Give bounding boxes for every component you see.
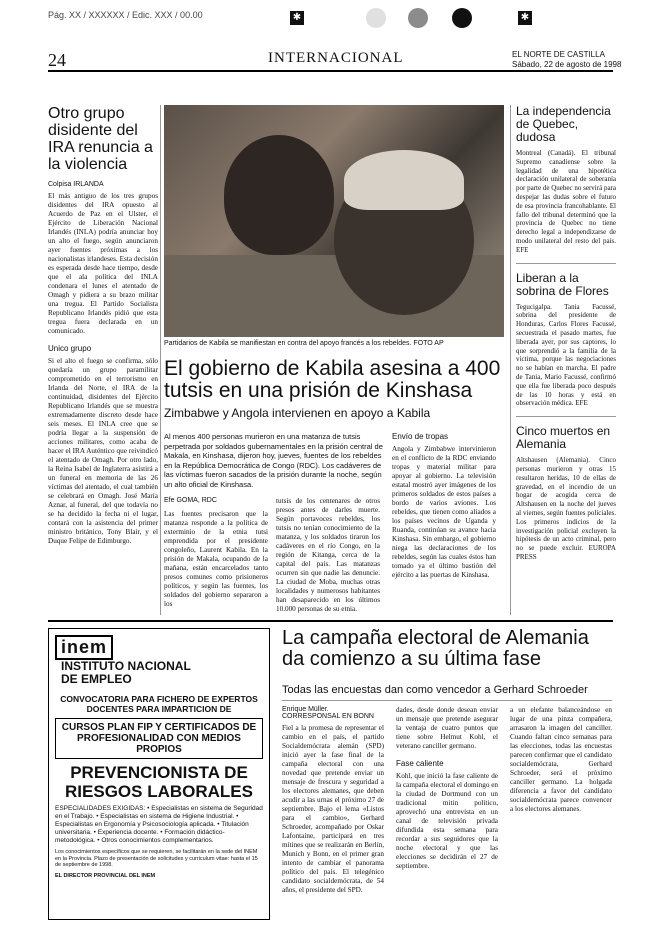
ira-body: El más antiguo de los tres grupos disidentes del IRA opuesto al Acuerdo de Paz en el Ulster, el Ejército de Liberación Nacional Irlandés (INLA) podría anunciar hoy un alto el fuego, según anunciaron ayer fuentes próximas a los nacionalistas irlandeses. Esta decisión es esperada desde hace tiempo, desde que el ala política del INLA condenara el lunes el atentado de Omagh y pidiera a su brazo militar una tregua. El Partido Socialista Republicano Irlandés pidió que esta tregua fuera declarada en un comunicado. [48,192,158,335]
ad-footer: EL DIRECTOR PROVINCIAL DEL INEM [55,872,156,879]
campaign-column-2 [396,706,498,871]
inem-advertisement [48,628,270,920]
section-title: INTERNACIONAL [268,50,404,66]
campaign-column-3 [510,706,612,814]
section-rule [48,620,613,622]
quebec-body: Montreal (Canadá). El tribunal Supremo canadiense sobre la legalidad de una hipotética declaración unilateral de soberanía por parte de Quebec no servirá para despejar las dudas sobre el futuro de esa provincia francohablante. El fallo del tribunal determinó que la provincia de Quebec no tiene derecho legal a independizarse de modo unilateral del resto del país. EFE [516,149,616,254]
campaign-col3-text: a un elefante balanceándose en lugar de una pinza compañera, arrasaron la imagen del canciller. Cuando faltan cinco semanas para las elecciones, todas las encuestas parecen confirmar que el candidato socialdemócrata, Gerhard Schroeder, será el próximo canciller germano. La holgada diferencia a favor del candidato socialdemócrata parece convencer a los electores alemanes. [510,706,612,813]
print-meta: Pág. XX / XXXXXX / Edic. XXX / 00.00 [48,10,203,20]
kabila-col3-subhead: Envío de tropas [392,432,449,441]
kabila-column-3 [392,432,496,580]
germany-deaths-body: Altshausen (Alemania). Cinco personas murieron y otras 15 resultaron heridas, 10 de ellas de gravedad, en el incendio de un hogar de acogida cerca de Altshausen en la noche del jueves al viernes, según fuentes policiales. Los primeros indicios de la investigación policial excluyen la hipótesis de un acto criminal, pero no se puede excluir. EUROPA PRESS [516,456,616,561]
paper-masthead [512,50,621,70]
page-number: 24 [48,50,66,70]
quebec-headline: La independencia de Quebec, dudosa [516,104,611,144]
brief-divider [516,416,616,417]
ad-specialties: ESPECIALIDADES EXIGIDAS: • Especialistas en sistema de Seguridad en el Trabajo. • Especialistas en sistema de Higiene Industrial. • Especialistas en Ergonomía y Psicosociología aplicada. • Titulación universitaria. • Experiencia docente. • Formación didáctico-metodológica. • Otros conocimientos complementarios. [55,805,263,844]
subhead-rule [282,700,612,701]
photo-man-figure [224,135,334,255]
photo-caption: Partidarios de Kabila se manifiestan en contra del apoyo francés a los rebeldes. FOTO AP [164,340,444,347]
kabila-col1-text: Las fuentes precisaron que la matanza responde a la política de exterminio de la etnia tutsi emprendida por el presidente congoleño, Laurent Kabila. En la prisión de Makala, ocupando de la mañana, están encarcelados tanto presos comunes como prisioneros políticos, y según las fuentes, los soldados del gobierno separaron a los [164,510,268,608]
campaign-column-1 [282,706,384,895]
campaign-col2b-text: Kohl, que inició la fase caliente de la campaña electoral el domingo en la ciudad de Dortmund con un tradicional mitin político, aprovechó una entrevista en un canal de televisión privada difundida esta semana para recordar a sus seguidores que la noche electoral y que las elecciones se decidirán el 27 de septiembre. [396,772,498,870]
inem-logo: inem [55,635,113,660]
ira-subhead: Unico grupo [48,344,92,353]
column-divider [160,105,161,615]
registration-mark-icon: ✱ [290,11,304,25]
paper-name: EL NORTE DE CASTILLA [512,50,605,59]
brief-divider [516,263,616,264]
right-briefs [516,105,616,562]
ira-byline: Colpisa IRLANDA [48,181,104,188]
inem-institute-name: INSTITUTO NACIONAL DE EMPLEO [61,659,191,686]
color-swatch-mid-icon [408,8,428,28]
kabila-byline: Efe GOMA, RDC [164,497,217,504]
ad-courses-box: CURSOS PLAN FIP Y CERTIFICADOS DE PROFESIONALIDAD CON MEDIOS PROPIOS [55,718,263,759]
flores-body: Tegucigalpa. Tania Facussé, sobrina del presidente de Honduras, Carlos Flores Facussé, secuestrada el pasado martes, fue liberada ayer, por sus captores, lo que sorprendió a la familia de la víctima, porque las negociaciones no se habían en marcha. El padre de Tania, Mario Facussé, confirmó que ella fue liberada poco después de las 10 horas y está en observación médica. EFE [516,302,616,408]
kabila-headline: El gobierno de Kabila asesina a 400 tutsis en una prisión de Kinshasa [164,357,501,402]
ira-body-2: Si el alto el fuego se confirma, sólo quedaría un grupo paramilitar comprometido en el terrorismo en Irlanda del Norte, el IRA de la continuidad, disidentes del Ejército Republicano Irlandés que se muestra extremadamente discreto desde hace seis meses. El INLA cree que se podría llegar a la suspensión de acciones militares, como acaba de hacer el IRA Auténtico que reivindicó el atentado de Omagh. Por otro lado, la Reina Isabel de Inglaterra asistirá a un funeral en memoria de las 26 víctimas del atentado, el cual también se celebrará en Omagh. José María Aznar, al funeral, del que todavía no se ha decidido la fecha ni el lugar, contará con la asistencia del primer ministro británico, Tony Blair, y el Duque Felipe de Edimburgo. [48,357,158,545]
campaign-col2-subhead: Fase caliente [396,759,444,768]
ad-title: PREVENCIONISTA DE RIESGOS LABORALES [65,763,253,801]
issue-date: Sábado, 22 de agosto de 1998 [512,60,622,69]
germany-campaign-subheadline: Todas las encuestas dan como vencedor a Gerhard Schroeder [282,684,588,696]
germany-deaths-headline: Cinco muertos en Alemania [516,424,611,452]
header-rule [48,70,613,72]
campaign-col2-text: dades, desde donde desean enviar un mensaje que pretende asegurar la ventaja de cuatro puntos que tiene sobre Helmut Kohl, el veterano canciller germano. [396,706,498,750]
campaign-col1-text: Fiel a la promesa de representar el cambio en el país, el partido Socialdemócrata alemán (SPD) inició ayer la fase final de la campaña electoral con una novedad que pretende enviar un mensaje de frescura y seguridad a los electores alemanes, que deben acudir a las urnas el próximo 27 de septiembre. Bajo el lema «Listos para el cambio», Gerhard Schroeder, acompañado por Oskar Lafontaine, participará en tres mítines que se realizarán en Berlín, Munich y Bonn, en el primer gran intento de cambiar el panorama político del país. El telegénico candidato socialdemócrata, de 54 años, el presidente del SPD. [282,724,384,894]
registration-mark-icon: ✱ [518,11,532,25]
photo-headscarf [344,150,464,210]
kabila-subheadline: Zimbabwe y Angola intervienen en apoyo a Kabila [164,406,431,420]
kabila-lead: Al menos 400 personas murieron en una matanza de tutsis perpetrada por soldados gubernamentales en la prisión central de Makala, en Kinshasa, dijeron hoy, jueves, fuentes de los rebeldes en la República Democrática de Congo (RDC). Los cadáveres de las víctimas fueron sacados de la prisión durante la noche, según un alto oficial de Kinshasa. [164,432,383,489]
kabila-col2-text: tutsis de los centenares de otros presos antes de darles muerte. Según portavoces rebeldes, los tutsis no tenían conocimiento de la matanza, y los soldados tiraron los cadáveres en el río Congo, en la región de Kitanga, cerca de la capital del país. Las matanzas ocurren sin que nadie las denuncie. La ciudad de Moba, muchas otras localidades y numerosos habitantes han desaparecido en los últimos 10.000 personas de su etnia. [276,497,380,613]
germany-campaign-headline: La campaña electoral de Alemania da comienzo a su última fase [282,627,589,670]
kabila-column-1 [164,510,268,609]
kabila-protest-photo [164,105,504,337]
column-divider [510,105,511,615]
color-swatch-dark-icon [452,8,472,28]
color-swatch-light-icon [366,8,386,28]
flores-headline: Liberan a la sobrina de Flores [516,270,609,298]
kabila-col3-text: Angola y Zimbabwe intervinieron en el conflicto de la RDC enviando tropas y material militar para apoyar al gobierno. La televisión estatal mostró ayer imágenes de los primeros soldados de estos países a bordo de varios aviones. Los rebeldes, que tienen como aliados a los países vecinos de Uganda y Ruanda, continúan su avance hacia Kinshasa. Sin embargo, el gobierno niega las declaraciones de los rebeldes, según las cuales éstos han tomado ya el último bastión del ejército a las puertas de Kinshasa. [392,445,496,579]
ira-article [48,105,158,546]
kabila-column-2 [276,497,380,614]
ad-convocatoria: CONVOCATORIA PARA FICHERO DE EXPERTOS DOCENTES PARA IMPARTICION DE [60,694,258,714]
campaign-byline: Enrique Müller. CORRESPONSAL EN BONN [282,706,374,720]
print-strip [0,0,650,34]
ad-fine-print: Los conocimientos específicos que se requieren, se facilitarán en la sede del INEM en la Provincia. Plazo de presentación de solicitudes y curriculum vitae: hasta el 15 de septiembre de 1998. [55,849,258,868]
ira-headline: Otro grupo disidente del IRA renuncia a la violencia [48,105,153,173]
